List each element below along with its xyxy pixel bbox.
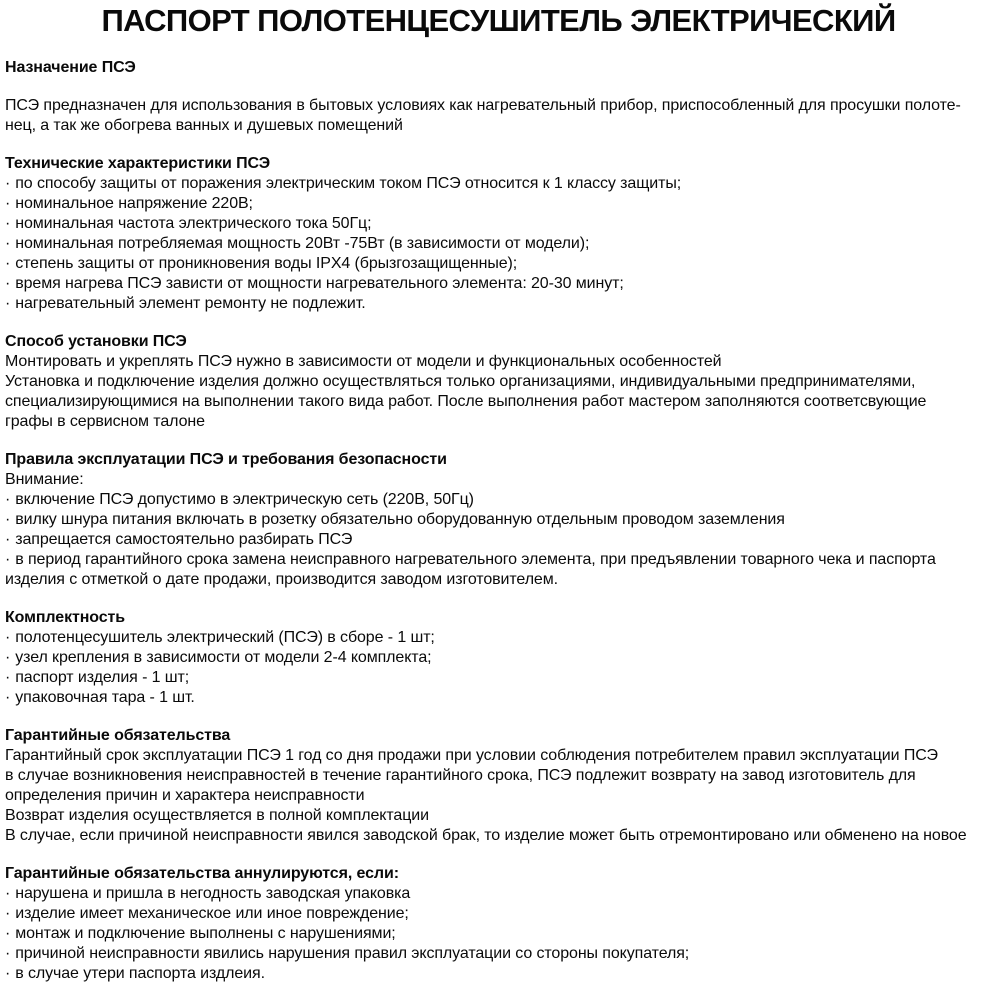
warranty-void-heading: Гарантийные обязательства аннулируются, если:	[5, 865, 399, 882]
installation-line: графы в сервисном талоне	[5, 413, 205, 430]
bullet-marker: ·	[5, 925, 11, 942]
section-warranty-void	[5, 864, 992, 984]
bullet-marker: ·	[5, 275, 11, 292]
list-item-text: в случае утери паспорта издлеия.	[15, 965, 265, 982]
installation-heading: Способ установки ПСЭ	[5, 333, 187, 350]
warranty-line: определения причин и характера неисправности	[5, 787, 365, 804]
bullet-marker: ·	[5, 885, 11, 902]
section-package	[5, 608, 992, 708]
list-item	[5, 490, 992, 510]
list-item-text: узел крепления в зависимости от модели 2-4 комплекта;	[15, 649, 432, 666]
list-item	[5, 530, 992, 550]
list-item	[5, 294, 992, 314]
installation-line: Установка и подключение изделия должно осуществляться только организациями, индивидуальными предпринимателями,	[5, 373, 916, 390]
list-item	[5, 550, 992, 590]
bullet-marker: ·	[5, 629, 11, 646]
package-heading: Комплектность	[5, 609, 126, 626]
document-page	[0, 2, 1000, 984]
bullet-marker: ·	[5, 255, 11, 272]
section-specs	[5, 154, 992, 314]
bullet-marker: ·	[5, 965, 11, 982]
bullet-marker: ·	[5, 649, 11, 666]
list-item	[5, 884, 992, 904]
list-item	[5, 510, 992, 530]
bullet-marker: ·	[5, 491, 11, 508]
list-item-text: монтаж и подключение выполнены с нарушениями;	[15, 925, 396, 942]
page-title: ПАСПОРТ ПОЛОТЕНЦЕСУШИТЕЛЬ ЭЛЕКТРИЧЕСКИЙ	[101, 3, 896, 38]
bullet-marker: ·	[5, 195, 11, 212]
bullet-marker: ·	[5, 689, 11, 706]
list-item-text: запрещается самостоятельно разбирать ПСЭ	[15, 531, 353, 548]
list-item-text: паспорт изделия - 1 шт;	[15, 669, 190, 686]
list-item-text: полотенцесушитель электрический (ПСЭ) в сборе - 1 шт;	[15, 629, 435, 646]
list-item-text: нагревательный элемент ремонту не подлежит.	[15, 295, 366, 312]
list-item-text: в период гарантийного срока замена неисправного нагревательного элемента, при предъявлении товарного чека и паспорта изделия с отметкой о дате продажи, производится заводом изготовителем.	[5, 551, 936, 588]
installation-line: Монтировать и укреплять ПСЭ нужно в зависимости от модели и функциональных особенностей	[5, 353, 722, 370]
bullet-marker: ·	[5, 215, 11, 232]
list-item-text: номинальное напряжение 220В;	[15, 195, 253, 212]
warranty-heading: Гарантийные обязательства	[5, 727, 231, 744]
bullet-marker: ·	[5, 551, 11, 568]
list-item	[5, 254, 992, 274]
bullet-marker: ·	[5, 945, 11, 962]
list-item	[5, 274, 992, 294]
list-item	[5, 194, 992, 214]
warranty-line: в случае возникновения неисправностей в течение гарантийного срока, ПСЭ подлежит возврату на завод изготовитель для	[5, 767, 916, 784]
section-warranty	[5, 726, 992, 846]
list-item	[5, 904, 992, 924]
list-item	[5, 628, 992, 648]
list-item	[5, 688, 992, 708]
list-item-text: причиной неисправности явились нарушения правил эксплуатации со стороны покупателя;	[15, 945, 690, 962]
section-rules	[5, 450, 992, 590]
list-item-text: номинальная потребляемая мощность 20Вт -75Вт (в зависимости от модели);	[15, 235, 590, 252]
list-item-text: номинальная частота электрического тока 50Гц;	[15, 215, 372, 232]
bullet-marker: ·	[5, 531, 11, 548]
list-item	[5, 668, 992, 688]
purpose-heading: Назначение ПСЭ	[5, 59, 136, 76]
list-item-text: степень защиты от проникновения воды IPX4 (брызгозащищенные);	[15, 255, 518, 272]
bullet-marker: ·	[5, 511, 11, 528]
list-item	[5, 924, 992, 944]
list-item	[5, 234, 992, 254]
list-item-text: упаковочная тара - 1 шт.	[15, 689, 195, 706]
list-item	[5, 174, 992, 194]
list-item	[5, 964, 992, 984]
section-purpose	[5, 58, 992, 136]
warranty-line: В случае, если причиной неисправности явился заводской брак, то изделие может быть отремонтировано или обменено на новое	[5, 827, 967, 844]
list-item	[5, 648, 992, 668]
purpose-line: ПСЭ предназначен для использования в бытовых условиях как нагревательный прибор, приспособленный для просушки полоте-	[5, 97, 961, 114]
list-item-text: по способу защиты от поражения электрическим током ПСЭ относится к 1 классу защиты;	[15, 175, 682, 192]
warranty-line: Гарантийный срок эксплуатации ПСЭ 1 год со дня продажи при условии соблюдения потребителем правил эксплуатации ПСЭ	[5, 747, 938, 764]
bullet-marker: ·	[5, 905, 11, 922]
section-installation	[5, 332, 992, 432]
bullet-marker: ·	[5, 295, 11, 312]
list-item	[5, 214, 992, 234]
bullet-marker: ·	[5, 669, 11, 686]
rules-intro: Внимание:	[5, 471, 84, 488]
bullet-marker: ·	[5, 175, 11, 192]
installation-line: специализирующимися на выполнении такого вида работ. После выполнения работ мастером заполняются соответсвующие	[5, 393, 927, 410]
list-item-text: время нагрева ПСЭ зависти от мощности нагревательного элемента: 20-30 минут;	[15, 275, 624, 292]
bullet-marker: ·	[5, 235, 11, 252]
list-item-text: включение ПСЭ допустимо в электрическую сеть (220В, 50Гц)	[15, 491, 474, 508]
list-item-text: изделие имеет механическое или иное повреждение;	[15, 905, 409, 922]
list-item-text: нарушена и пришла в негодность заводская упаковка	[15, 885, 411, 902]
list-item	[5, 944, 992, 964]
warranty-line: Возврат изделия осуществляется в полной комплектации	[5, 807, 429, 824]
purpose-line: нец, а так же обогрева ванных и душевых помещений	[5, 117, 403, 134]
specs-heading: Технические характеристики ПСЭ	[5, 155, 271, 172]
list-item-text: вилку шнура питания включать в розетку обязательно оборудованную отдельным проводом заземления	[15, 511, 785, 528]
rules-heading: Правила эксплуатации ПСЭ и требования безопасности	[5, 451, 447, 468]
